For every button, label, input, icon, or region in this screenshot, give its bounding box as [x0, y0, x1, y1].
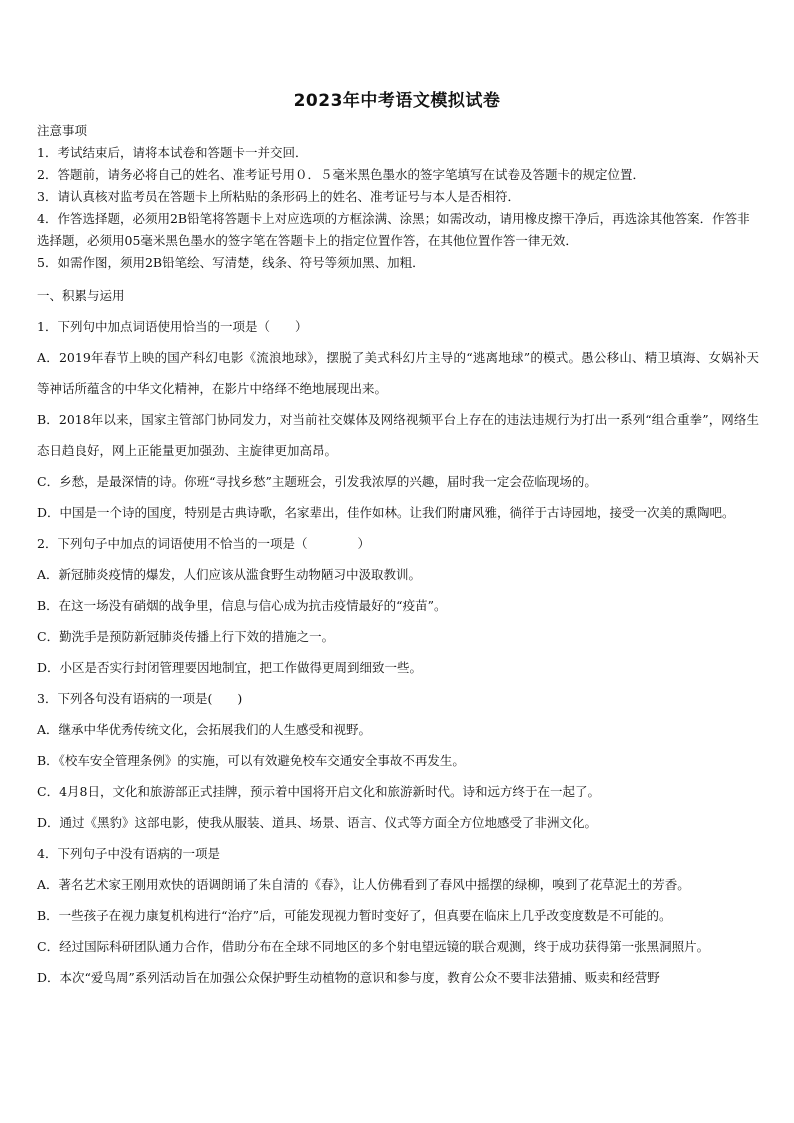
page-title: 2023年中考语文模拟试卷: [293, 91, 501, 111]
option-d: D．本次“爱鸟周”系列活动旨在加强公众保护野生动植物的意识和参与度，教育公众不要非法猎捕、贩卖和经营野: [37, 970, 660, 985]
option-b: B．《校车安全管理条例》的实施，可以有效避免校车交通安全事故不再发生。: [37, 753, 465, 768]
notice-item: 3．请认真核对监考员在答题卡上所粘贴的条形码上的姓名、准考证号与本人是否相符．: [37, 189, 520, 204]
question-stem: 3．下列各句没有语病的一项是( ): [37, 691, 243, 706]
notice-block: [37, 120, 757, 274]
option-c: C．经过国际科研团队通力合作，借助分布在全球不同地区的多个射电望远镜的联合观测，终于成功获得第一张黑洞照片。: [37, 939, 710, 954]
option-d: D．通过《黑豹》这部电影，使我从服装、道具、场景、语言、仪式等方面全方位地感受了非洲文化。: [37, 815, 598, 830]
question-stem: 1．下列句中加点词语使用恰当的一项是（ ）: [37, 319, 308, 334]
option-b: B．2018年以来，国家主管部门协同发力，对当前社交媒体及网络视频平台上存在的违法违规行为打出一系列“组合重拳”，网络生态日趋良好，网上正能量更加强劲、主旋律更加高昂。: [37, 412, 759, 458]
notice-item: 2．答题前，请务必将自己的姓名、准考证号用０．５毫米黑色墨水的签字笔填写在试卷及答题卡的规定位置．: [37, 167, 645, 182]
notice-heading: 注意事项: [37, 123, 88, 138]
option-b: B．一些孩子在视力康复机构进行“治疗”后，可能发现视力暂时变好了，但真要在临床上几乎改变度数是不可能的。: [37, 908, 672, 923]
notice-item: 4．作答选择题，必须用2B铅笔将答题卡上对应选项的方框涂满、涂黑；如需改动，请用橡皮擦干净后，再选涂其他答案．作答非选择题，必须用05毫米黑色墨水的签字笔在答题卡上的指定位置作答，在其他位置作答一律无效．: [37, 211, 750, 248]
option-a: A．继承中华优秀传统文化，会拓展我们的人生感受和视野。: [37, 722, 372, 737]
question-3: [37, 683, 759, 838]
option-b: B．在这一场没有硝烟的战争里，信息与信心成为抗击疫情最好的“疫苗”。: [37, 598, 447, 613]
option-a: A．著名艺术家王刚用欢快的语调朗诵了朱自清的《春》，让人仿佛看到了春风中摇摆的绿柳，嗅到了花草泥土的芳香。: [37, 877, 690, 892]
question-stem: 4．下列句子中没有语病的一项是: [37, 846, 220, 861]
question-1: [37, 311, 759, 528]
option-d: D．小区是否实行封闭管理要因地制宜，把工作做得更周到细致一些。: [37, 660, 423, 675]
option-d: D．中国是一个诗的国度，特别是古典诗歌，名家辈出，佳作如林。让我们附庸风雅，徜徉于古诗园地，接受一次美的熏陶吧。: [37, 505, 735, 520]
notice-item: 5．如需作图，须用2B铅笔绘、写清楚，线条、符号等须加黑、加粗．: [37, 255, 425, 270]
option-a: A．新冠肺炎疫情的爆发，人们应该从滥食野生动物陋习中汲取教训。: [37, 567, 422, 582]
question-stem: 2．下列句子中加点的词语使用不恰当的一项是（ ）: [37, 536, 370, 551]
section-heading: 一、积累与运用: [37, 288, 125, 303]
notice-item: 1．考试结束后，请将本试卷和答题卡一并交回．: [37, 145, 308, 160]
option-c: C．4月8日，文化和旅游部正式挂牌，预示着中国将开启文化和旅游新时代。诗和远方终于在一起了。: [37, 784, 600, 799]
option-c: C．乡愁，是最深情的诗。你班“寻找乡愁”主题班会，引发我浓厚的兴趣，届时我一定会莅临现场的。: [37, 474, 597, 489]
option-c: C．勤洗手是预防新冠肺炎传播上行下效的措施之一。: [37, 629, 335, 644]
question-4: [37, 838, 759, 993]
option-a: A．2019年春节上映的国产科幻电影《流浪地球》，摆脱了美式科幻片主导的“逃离地球”的模式。愚公移山、精卫填海、女娲补天等神话所蕴含的中华文化精神，在影片中络绎不绝地展现出来。: [37, 350, 759, 396]
question-body: [37, 285, 759, 993]
question-2: [37, 528, 759, 683]
